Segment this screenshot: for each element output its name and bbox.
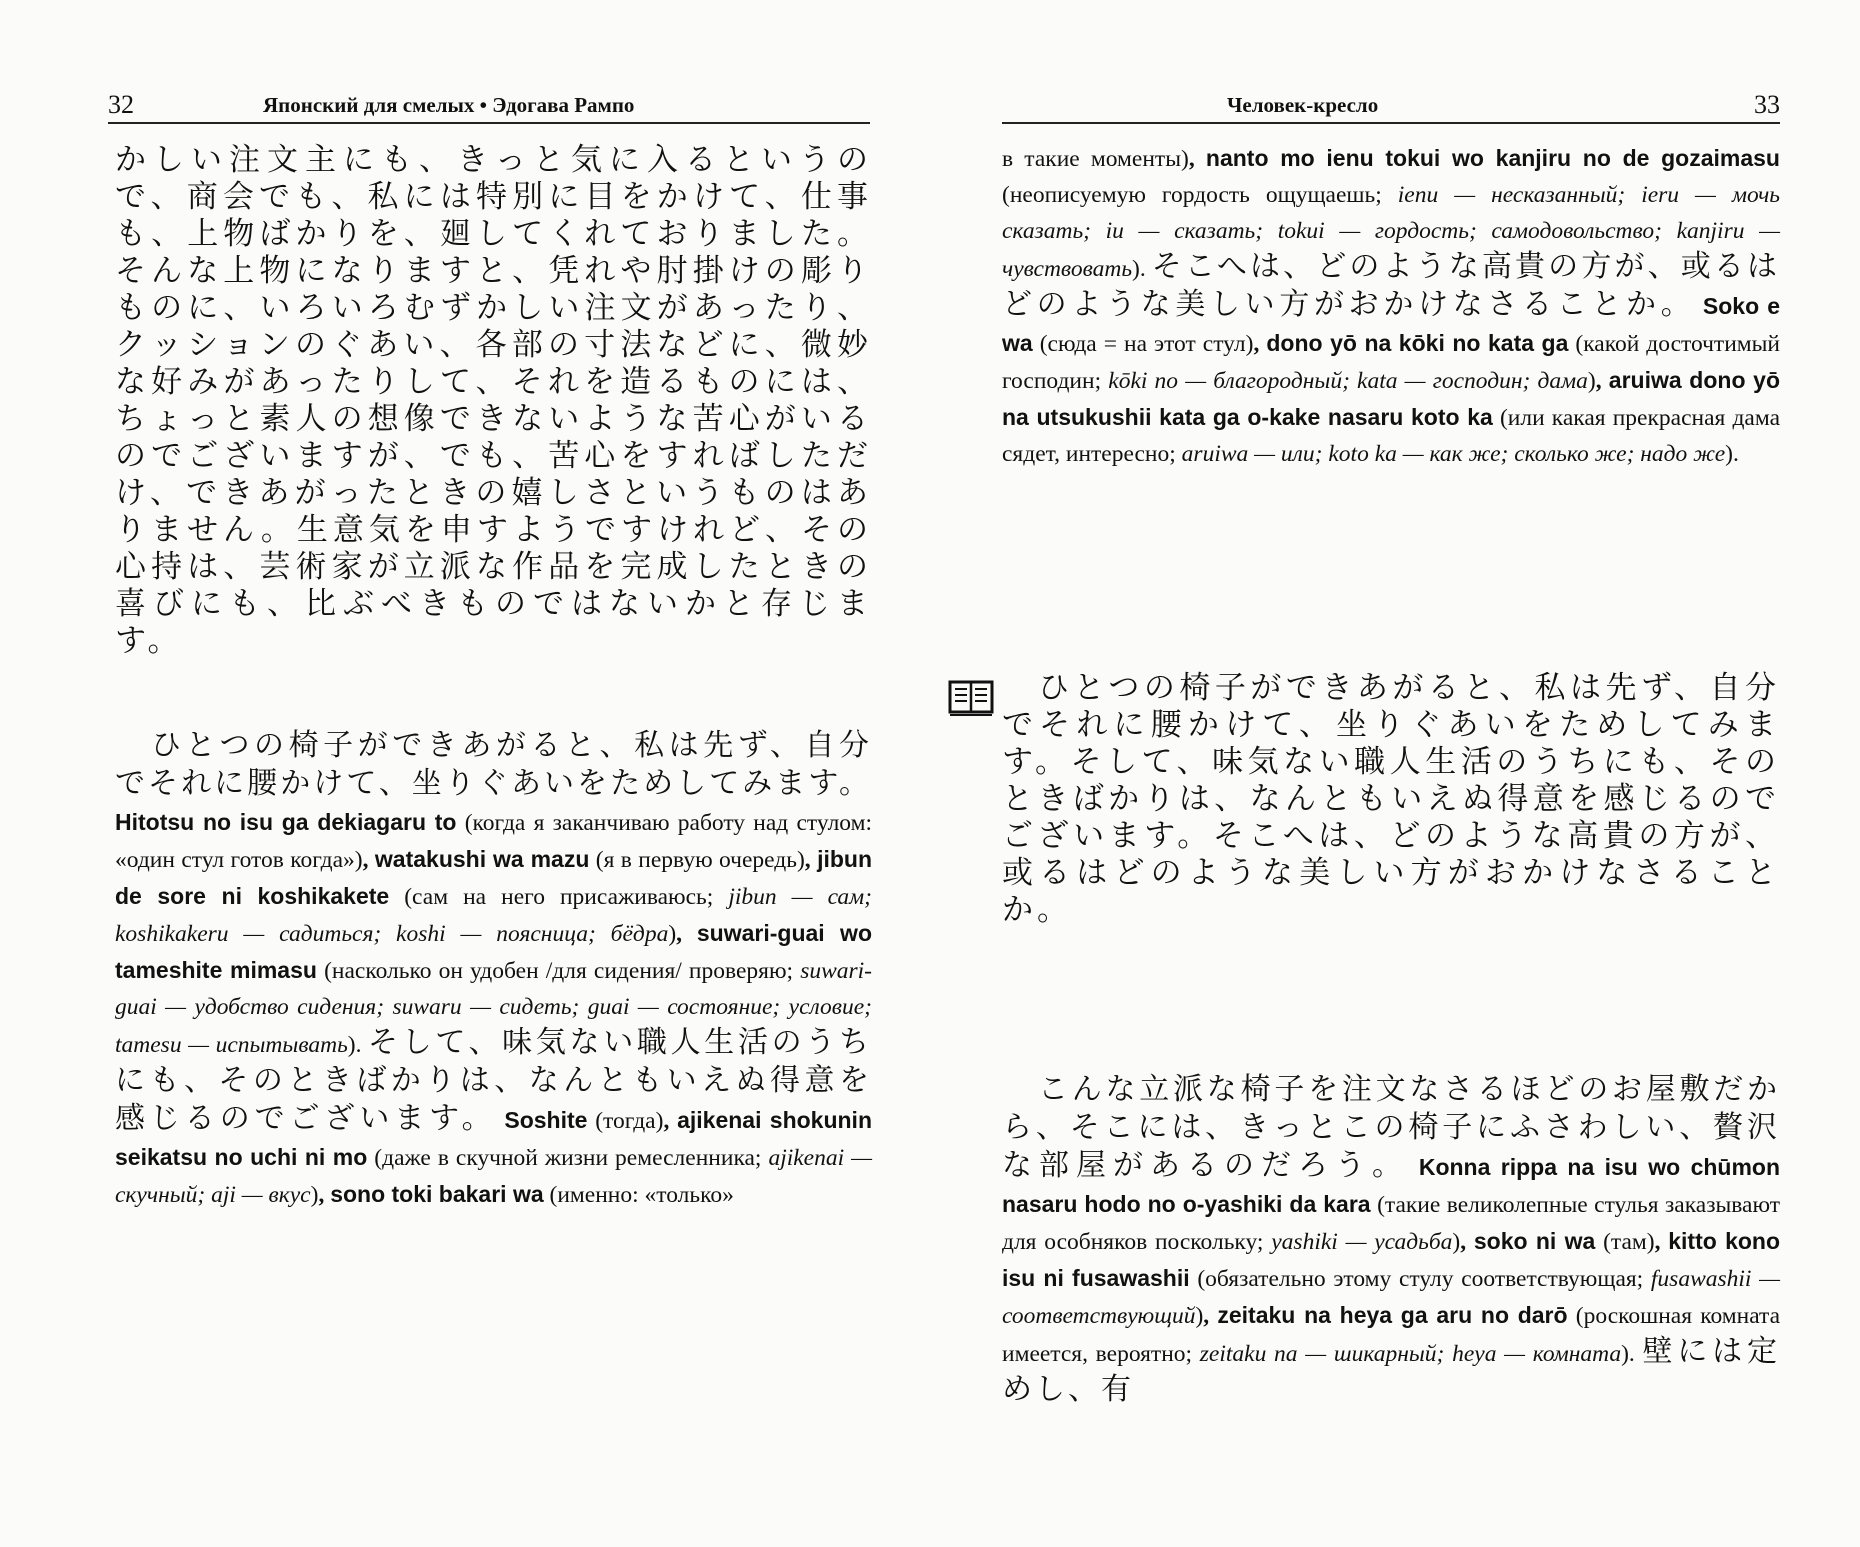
- translation-close: ).: [1725, 441, 1739, 467]
- romaji-text: dono yō na kōki no kata ga: [1266, 330, 1569, 356]
- punctuation: ,: [1654, 1229, 1669, 1255]
- gloss: suwari-guai — удобство сидения; suwaru — сидеть; guai — состояние; условие; tamesu — испытывать: [115, 958, 873, 1058]
- left-page-header: [108, 82, 870, 124]
- translation-close: ).: [1621, 1341, 1635, 1367]
- romaji-text: jibun de sore ni koshikakete: [115, 846, 872, 909]
- japanese-text: ひとつの椅子ができあがると、私は先ず、自分でそれに腰かけて、坐りぐあいをためしてみます。そして、味気ない職人生活のうちにも、そのときばかりは、なんともいえぬ得意を感じるのでございます。そこへは、どのような高貴の方が、或るはどのような美しい方がおかけなさることか。: [1002, 670, 1780, 928]
- romaji-text: Soshite: [504, 1107, 588, 1133]
- punctuation: ,: [1203, 1303, 1218, 1329]
- annotated-paragraph: [1002, 1072, 1780, 1410]
- translation: (тогда): [595, 1108, 664, 1134]
- right-annotated-paragraph-2: [1002, 1072, 1780, 1410]
- left-japanese-paragraph: [115, 142, 872, 660]
- punctuation: ,: [1460, 1229, 1474, 1255]
- translation-close: ).: [1132, 256, 1146, 282]
- punctuation: ,: [318, 1182, 331, 1208]
- japanese-text: そこへは、どのような高貴の方が、或るはどのような美しい方がおかけなさることか。: [1002, 249, 1780, 322]
- gloss: ienu — несказанный; ieru — мочь сказать; iu — сказать; tokui — гордость; самодовольство; kanjiru — чувствовать: [1002, 182, 1780, 282]
- punctuation: ,: [804, 847, 818, 873]
- translation: (такие великолепные стулья заказывают для особняков поскольку;: [1002, 1192, 1780, 1255]
- punctuation: ,: [663, 1108, 678, 1134]
- gloss: yashiki — усадьба: [1271, 1229, 1453, 1255]
- running-title: Японский для смелых • Эдогава Рампо: [263, 93, 635, 117]
- translation: (когда я заканчиваю работу над стулом: «один стул готов когда»): [115, 810, 873, 873]
- translation: в такие моменты): [1002, 146, 1189, 172]
- translation-close: ): [310, 1182, 319, 1208]
- japanese-text: こんな立派な椅子を注文なさるほどのお屋敷だから、そこには、きっとこの椅子にふさわしい、贅沢な部屋があるのだろう。: [1002, 1072, 1780, 1183]
- translation: (обязательно этому стулу соответствующая;: [1197, 1266, 1644, 1292]
- japanese-text: 壁には定めし、有: [1002, 1334, 1780, 1407]
- punctuation: ,: [362, 847, 375, 873]
- right-page: [930, 0, 1860, 1547]
- translation: (роскошная комната имеется, вероятно;: [1002, 1303, 1781, 1367]
- romaji-text: Konna rippa na isu wo chūmon nasaru hodo no o-yashiki da kara: [1002, 1154, 1781, 1217]
- romaji-text: Soko e wa: [1002, 293, 1781, 356]
- romaji-text: nanto mo ienu tokui wo kanjiru no de gozaimasu: [1205, 145, 1780, 171]
- romaji-text: suwari-guai wo tameshite mimasu: [115, 920, 873, 983]
- annotated-paragraph: [1002, 140, 1780, 472]
- punctuation: ,: [1253, 331, 1267, 357]
- left-annotated-paragraph: [115, 728, 872, 1213]
- japanese-text: ひとつの椅子ができあがると、私は先ず、自分でそれに腰かけて、坐りぐあいをためしてみます。: [115, 728, 872, 801]
- page-number: 32: [108, 90, 134, 119]
- gloss: aruiwa — или; koto ka — как же; сколько же; надо же: [1181, 441, 1726, 467]
- right-page-header: [1002, 82, 1780, 124]
- translation: (сюда = на этот стул): [1039, 331, 1254, 357]
- punctuation: ,: [676, 921, 697, 947]
- gloss: kōki no — благородный; kata — господин; дама: [1108, 368, 1588, 394]
- translation: (какой досточтимый господин;: [1002, 331, 1781, 394]
- translation: (насколько он удобен /для сидения/ проверяю;: [324, 958, 794, 984]
- japanese-text: かしい注文主にも、きっと気に入るというので、商会でも、私には特別に目をかけて、仕事も、上物ばかりを、廻してくれておりました。そんな上物になりますと、凭れや肘掛けの彫りものに、いろいろむずかしい注文があったり、クッションのぐあい、各部の寸法などに、微妙な好みがあったりして、それを造るものには、ちょっと素人の想像できないような苦心がいるのでございますが、でも、苦心をすればしただけ、できあがったときの嬉しさというものはありません。生意気を申すようですけれど、その心持は、芸術家が立派な作品を完成したときの喜びにも、比ぶべきものではないかと存じます。: [115, 142, 872, 659]
- romaji-text: sono toki bakari wa: [330, 1181, 544, 1207]
- translation-close: ): [1195, 1303, 1204, 1329]
- romaji-text: soko ni wa: [1473, 1228, 1596, 1254]
- annotated-paragraph: [115, 728, 872, 1213]
- translation: (или какая прекрасная дама сядет, интересно;: [1002, 405, 1780, 467]
- open-book-icon: [948, 678, 994, 718]
- punctuation: ,: [1188, 146, 1206, 172]
- romaji-text: ajikenai shokunin seikatsu no uchi ni mo: [115, 1107, 872, 1170]
- translation-close: ).: [347, 1032, 362, 1058]
- translation: (именно: «только»: [549, 1182, 734, 1208]
- translation: (неописуемую гордость ощущаешь;: [1002, 182, 1382, 208]
- romaji-text: watakushi wa mazu: [374, 846, 590, 872]
- translation: (сам на него присаживаюсь;: [404, 884, 714, 910]
- romaji-text: Hitotsu no isu ga dekiagaru to: [115, 809, 457, 835]
- romaji-text: kitto kono isu ni fusawashii: [1002, 1228, 1781, 1291]
- translation-close: ): [1587, 368, 1596, 394]
- punctuation: ,: [1595, 368, 1609, 394]
- right-annotated-paragraph: [1002, 140, 1780, 472]
- japanese-text: そして、味気ない職人生活のうちにも、そのときばかりは、なんともいえぬ得意を感じるのでございます。: [115, 1025, 872, 1136]
- page-number: 33: [1754, 90, 1780, 119]
- romaji-text: zeitaku na heya ga aru no darō: [1217, 1302, 1568, 1328]
- romaji-text: aruiwa dono yō na utsukushii kata ga o-kake nasaru koto ka: [1002, 367, 1781, 430]
- translation-close: ): [668, 921, 677, 947]
- gloss: zeitaku na — шикарный; heya — комната: [1199, 1341, 1622, 1367]
- translation-close: ): [1452, 1229, 1461, 1255]
- right-japanese-paragraph: [1002, 670, 1780, 929]
- translation: (даже в скучной жизни ремесленника;: [374, 1145, 762, 1171]
- gloss: fusawashii — соответствующий: [1002, 1266, 1781, 1329]
- translation: (я в первую очередь): [595, 847, 805, 873]
- running-title: Человек-кресло: [1227, 93, 1379, 117]
- translation: (там): [1603, 1229, 1655, 1255]
- gloss: jibun — сам; koshikakeru — садиться; koshi — поясница; бёдра: [115, 884, 872, 947]
- gloss: ajikenai — скучный; aji — вкус: [115, 1145, 872, 1208]
